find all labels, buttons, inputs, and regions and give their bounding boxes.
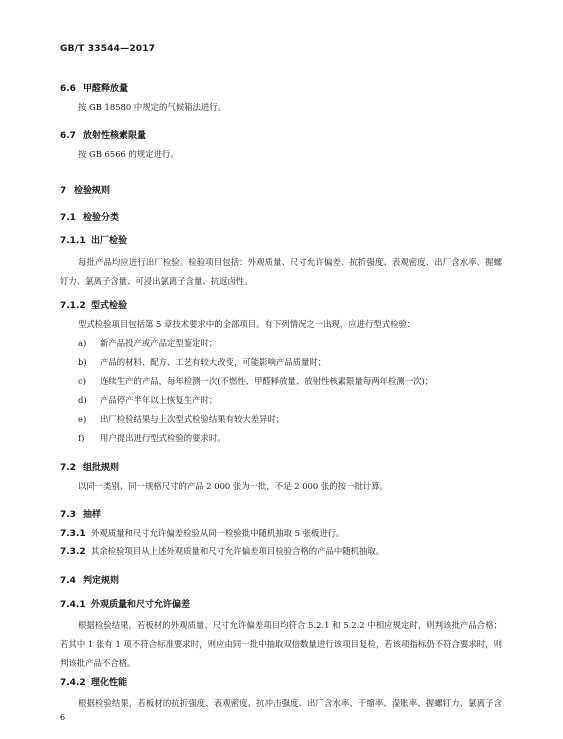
list-item-mark: b) xyxy=(78,357,87,367)
section-number: 7.1.2 xyxy=(60,301,86,311)
clause-text: 外观质量和尺寸允许偏差检验从同一检验批中随机抽取 5 张板进行。 xyxy=(91,528,345,538)
section-body-6-6: 按 GB 18580 中规定的气候箱法进行。 xyxy=(78,102,226,112)
list-item-text: 产品停产半年以上恢复生产时； xyxy=(100,395,218,405)
section-intro-7-1-2: 型式检验项目包括第 5 章技术要求中的全部项目。有下列情况之一出现，应进行型式检验： xyxy=(78,319,416,329)
list-item-text: 产品的材料、配方、工艺有较大改变，可能影响产品质量时； xyxy=(100,357,327,367)
section-title: 检验分类 xyxy=(83,213,120,223)
section-title: 型式检验 xyxy=(91,301,128,311)
section-heading-6-7 xyxy=(60,128,146,141)
section-number: 7.4.1 xyxy=(60,600,86,610)
section-title: 判定规则 xyxy=(83,576,120,586)
section-title: 组批规则 xyxy=(83,463,120,473)
section-title: 理化性能 xyxy=(91,678,128,688)
section-body-7-4-2: 根据检验结果，若板材的抗折强度、表观密度、抗冲击强度、出厂含水率、干缩率、湿胀率、握螺钉力、氯离子含 xyxy=(78,698,502,708)
list-item xyxy=(78,413,284,425)
list-item-text: 连续生产的产品，每年检测一次(不燃性、甲醛释放量、放射性核素限量每两年检测一次)； xyxy=(100,376,434,386)
section-title: 放射性核素限量 xyxy=(83,131,147,141)
section-heading-7-2 xyxy=(60,460,119,473)
clause-text: 其余检验项目从上述外观质量和尺寸允许偏差项目检验合格的产品中随机抽取。 xyxy=(91,546,385,556)
clause-7-3-2 xyxy=(60,545,384,557)
section-body-7-1-1: 每批产品均应进行出厂检验。检验项目包括：外观质量、尺寸允许偏差、抗折强度、表观密度、出厂含水率、握螺钉力、氯离子含量、可浸出氯离子含量、抗返卤性。 xyxy=(60,257,502,286)
section-number: 6.6 xyxy=(60,84,76,94)
list-item-mark: a) xyxy=(78,338,87,348)
list-item xyxy=(78,337,217,349)
list-item-text: 出厂检验结果与上次型式检验结果有较大差异时； xyxy=(100,414,285,424)
list-item xyxy=(78,375,433,387)
chapter-number: 7 xyxy=(60,186,67,196)
section-body-6-7: 按 GB 6566 的规定进行。 xyxy=(78,149,179,159)
section-number: 7.3 xyxy=(60,510,76,520)
page-number: 6 xyxy=(60,713,66,722)
list-item xyxy=(78,394,217,406)
section-number: 7.2 xyxy=(60,463,76,473)
chapter-title: 检验规则 xyxy=(74,186,111,196)
standard-code: GB/T 33544—2017 xyxy=(60,44,156,54)
chapter-heading-7 xyxy=(60,183,110,196)
list-item-text: 用户提出进行型式检验的要求时。 xyxy=(100,433,226,443)
section-heading-7-1 xyxy=(60,210,119,223)
section-body-7-4-1: 根据检验结果，若板材的外观质量、尺寸允许偏差项目均符合 5.2.1 和 5.2.2 中相应规定时，则判该批产品合格；若其中 1 张有 1 项不符合标准要求时，则应由同一批中抽取双倍数量进行该项目复检，若该项指标仍不符合要求时，则判该批产品不合格。 xyxy=(60,620,502,668)
list-item-text: 新产品投产或产品定型鉴定时； xyxy=(100,338,218,348)
clause-7-3-1 xyxy=(60,527,345,539)
section-heading-7-4-1 xyxy=(60,597,190,610)
section-number: 7.4.2 xyxy=(60,678,86,688)
section-number: 6.7 xyxy=(60,131,76,141)
list-item-mark: f) xyxy=(78,433,85,443)
clause-number: 7.3.1 xyxy=(60,529,86,539)
section-title: 甲醛释放量 xyxy=(83,84,129,94)
list-item xyxy=(78,356,326,368)
section-heading-7-4-2 xyxy=(60,675,127,688)
section-number: 7.1.1 xyxy=(60,236,86,246)
section-body-7-2: 以同一类别、同一规格尺寸的产品 2 000 张为一批，不足 2 000 张的按一批计算。 xyxy=(78,481,388,491)
section-title: 出厂检验 xyxy=(91,236,128,246)
section-heading-7-3 xyxy=(60,507,101,520)
section-heading-7-1-2 xyxy=(60,298,127,311)
list-item-mark: c) xyxy=(78,376,86,386)
section-heading-7-4 xyxy=(60,573,119,586)
section-title: 外观质量和尺寸允许偏差 xyxy=(91,600,191,610)
section-title: 抽样 xyxy=(83,510,102,520)
clause-number: 7.3.2 xyxy=(60,547,86,557)
section-heading-6-6 xyxy=(60,81,128,94)
section-number: 7.4 xyxy=(60,576,76,586)
section-number: 7.1 xyxy=(60,213,76,223)
section-heading-7-1-1 xyxy=(60,233,127,246)
list-item xyxy=(78,432,226,444)
list-item-mark: d) xyxy=(78,395,87,405)
list-item-mark: e) xyxy=(78,414,87,424)
